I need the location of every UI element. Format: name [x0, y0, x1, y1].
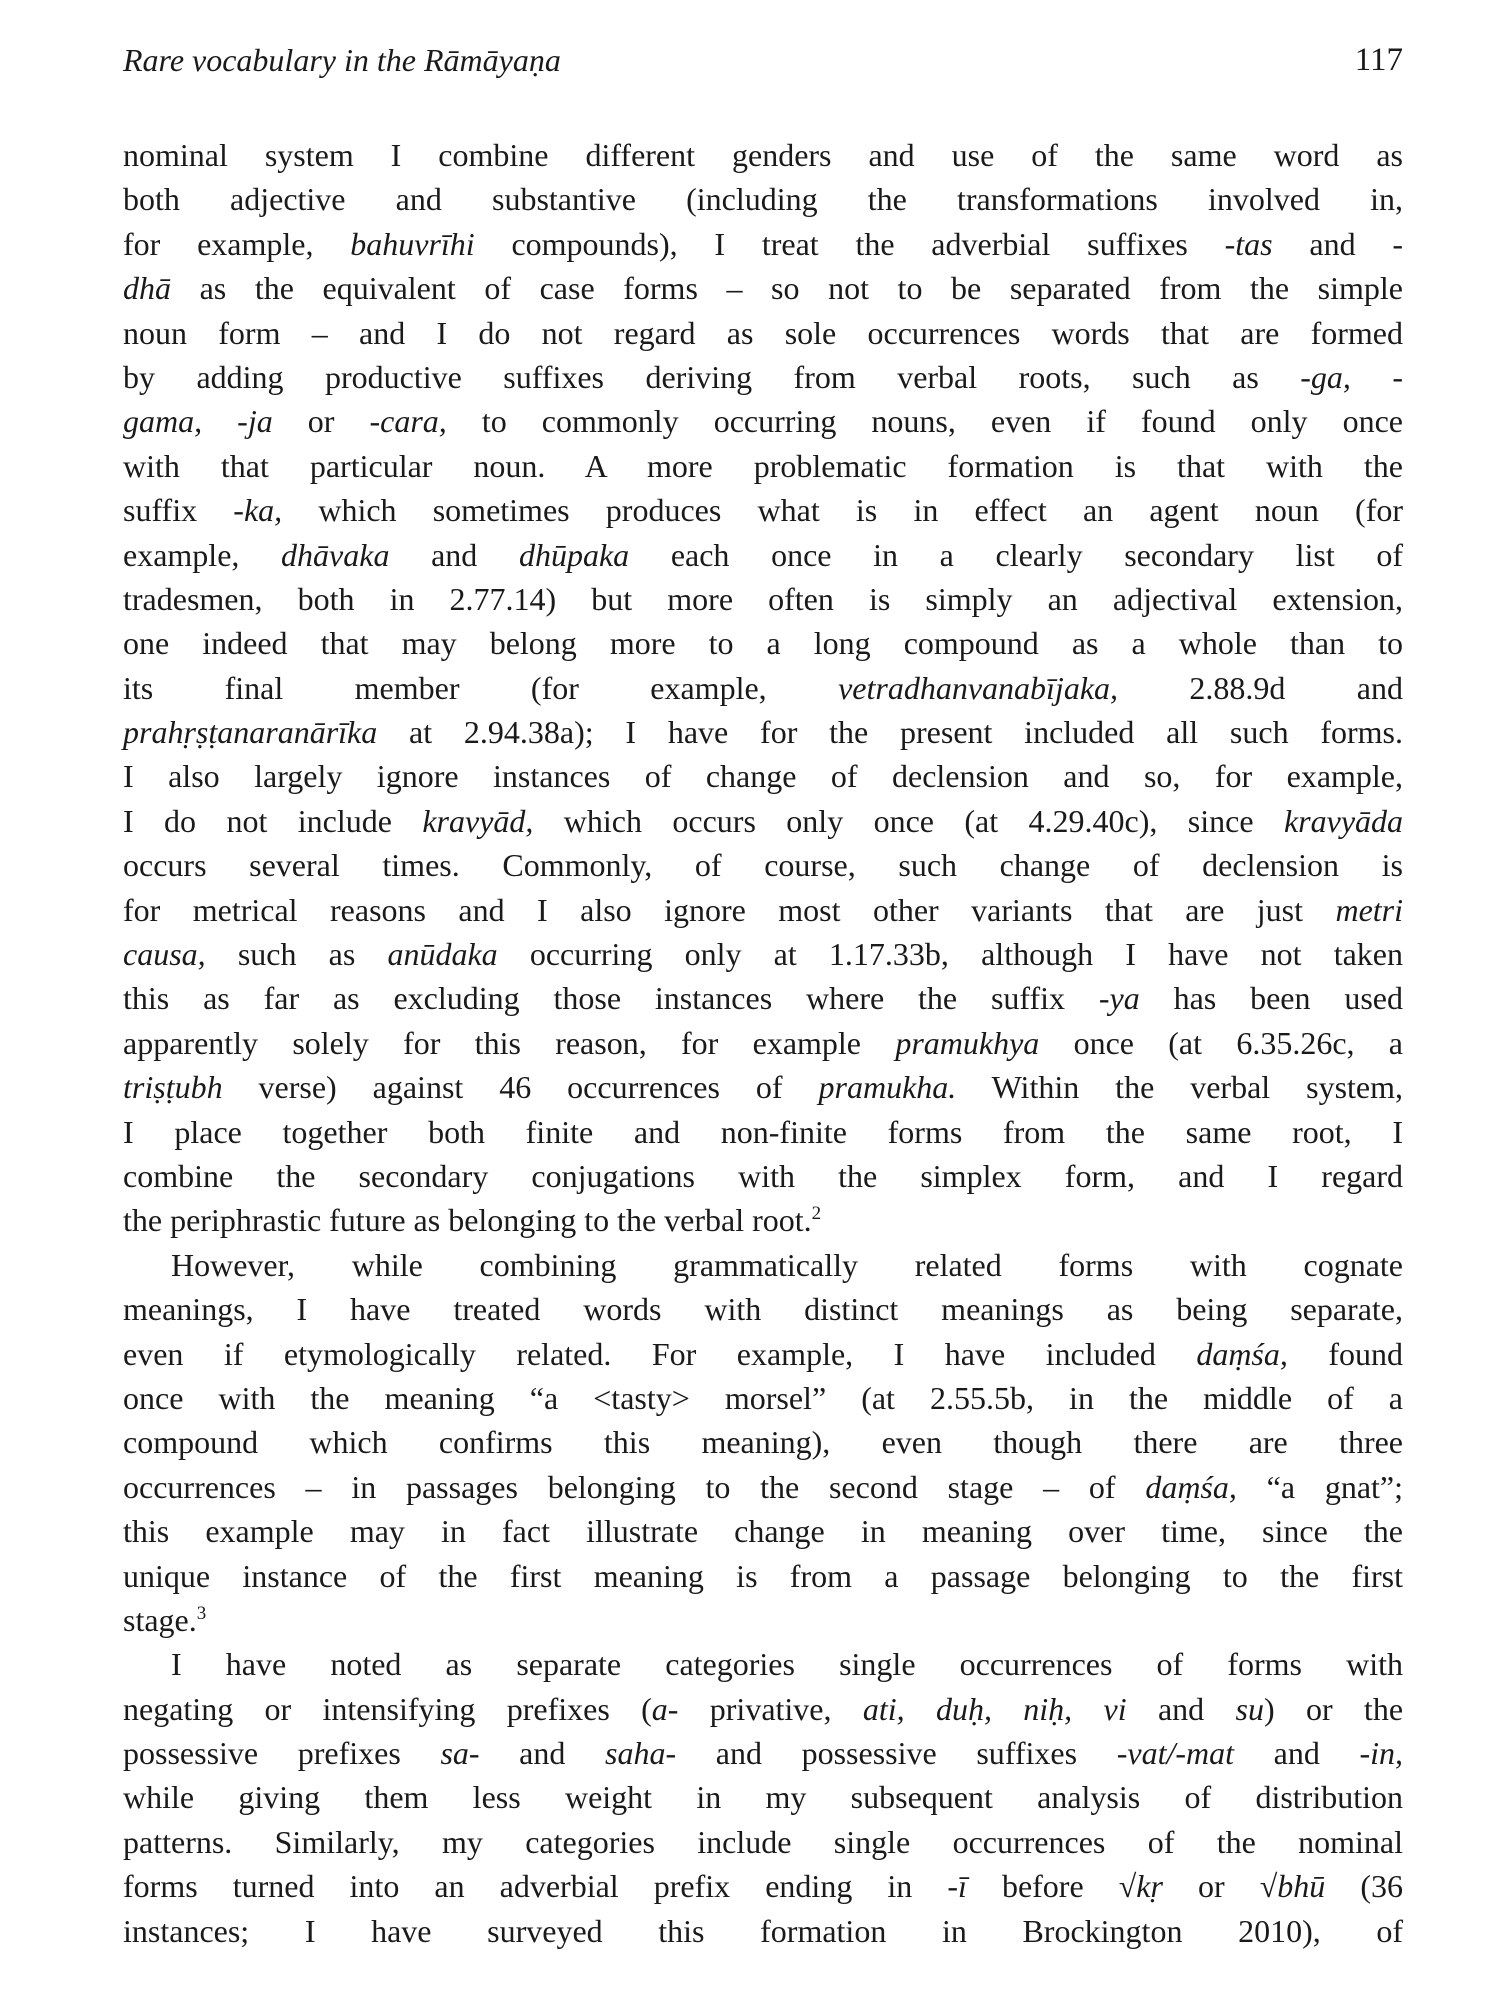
- text-line: [123, 1598, 1403, 1642]
- text-run: one indeed that may belong more to a long compound as a whole than to: [123, 625, 1403, 662]
- text-run: forms turned into an adverbial prefix ending in: [123, 1868, 948, 1905]
- text-line: [123, 1021, 1403, 1065]
- text-line: [123, 133, 1403, 177]
- text-line: [123, 1110, 1403, 1154]
- text-line: [123, 311, 1403, 355]
- text-run: has been used: [1139, 980, 1404, 1017]
- text-run: which sometimes produces what is in effect an agent noun (for: [282, 492, 1404, 529]
- italic-term: gama, -ja: [123, 403, 273, 440]
- text-run: compound which confirms this meaning), even though there are three: [123, 1424, 1403, 1461]
- running-head: Rare vocabulary in the Rāmāyaṇa: [123, 42, 561, 78]
- text-line: [123, 888, 1403, 932]
- text-run: once with the meaning “a <tasty> morsel” (at 2.55.5b, in the middle of a: [123, 1379, 1403, 1416]
- italic-term: kravyāda: [1283, 802, 1404, 839]
- text-line: [123, 355, 1403, 399]
- text-run: which occurs only once (at 4.29.40c), since: [533, 802, 1284, 839]
- footnote-marker: 3: [196, 1602, 207, 1624]
- italic-term: -ī: [947, 1868, 967, 1905]
- italic-term: -tas: [1224, 225, 1273, 262]
- italic-term: ati, duḥ, niḥ, vi: [862, 1690, 1127, 1727]
- text-line: [123, 1465, 1403, 1509]
- text-run: as the equivalent of case forms – so not to be separated from the simple: [171, 270, 1403, 307]
- text-line: [123, 843, 1403, 887]
- text-run: (36: [1325, 1868, 1403, 1905]
- text-line: [123, 1154, 1403, 1198]
- text-run: 2.88.9d and: [1118, 669, 1404, 706]
- text-run: both adjective and substantive (including the transformations involved in,: [123, 181, 1403, 218]
- text-run: noun form – and I do not regard as sole occurrences words that are formed: [123, 314, 1403, 351]
- text-run: I do not include: [123, 802, 423, 839]
- text-line: [123, 1554, 1403, 1598]
- text-run: the periphrastic future as belonging to the verbal root.: [123, 1202, 812, 1239]
- text-line: [123, 444, 1403, 488]
- italic-term: -cara,: [369, 403, 447, 440]
- text-run: such as: [205, 936, 388, 973]
- italic-term: -vat/-mat: [1116, 1735, 1234, 1772]
- text-line: [123, 577, 1403, 621]
- italic-term: bhū: [1277, 1868, 1326, 1905]
- text-line: [123, 1420, 1403, 1464]
- text-run: unique instance of the first meaning is from a passage belonging to the first: [123, 1557, 1403, 1594]
- text-run: suffix: [123, 492, 234, 529]
- text-run: instances; I have surveyed this formation in Brockington 2010), of: [123, 1912, 1403, 1949]
- text-line: [123, 266, 1403, 310]
- text-line: [123, 754, 1403, 798]
- text-run: for metrical reasons and I also ignore most other variants that are just: [123, 891, 1336, 928]
- text-run: this as far as excluding those instances where the suffix: [123, 980, 1099, 1017]
- text-run: and: [1126, 1690, 1236, 1727]
- italic-term: prahṛṣṭanaranārīka: [123, 714, 378, 751]
- text-run: to commonly occurring nouns, even if found only once: [446, 403, 1404, 440]
- text-run: combine the secondary conjugations with the simplex form, and I regard: [123, 1157, 1403, 1194]
- text-line: [123, 177, 1403, 221]
- italic-term: causa,: [123, 936, 206, 973]
- text-run: meanings, I have treated words with distinct meanings as being separate,: [123, 1291, 1403, 1328]
- text-line: [123, 1909, 1403, 1953]
- text-run: at 2.94.38a); I have for the present included all such forms.: [377, 714, 1403, 751]
- italic-term: triṣṭubh: [123, 1069, 223, 1106]
- text-line: [123, 1642, 1403, 1686]
- italic-term: vetradhanvanabījaka,: [838, 669, 1119, 706]
- page-number: 117: [1354, 42, 1403, 78]
- italic-term: metri: [1335, 891, 1403, 928]
- text-line: [123, 976, 1403, 1020]
- text-run: even if etymologically related. For example, I have included: [123, 1335, 1197, 1372]
- italic-term: anūdaka: [387, 936, 498, 973]
- italic-term: pramukhya: [895, 1024, 1040, 1061]
- text-run: privative,: [678, 1690, 863, 1727]
- italic-term: kravyād,: [422, 802, 534, 839]
- text-run: -: [1350, 358, 1404, 395]
- text-line: [123, 710, 1403, 754]
- text-run: possessive prefixes: [123, 1735, 441, 1772]
- italic-term: dhūpaka: [518, 536, 630, 573]
- text-run: by adding productive suffixes deriving from verbal roots, such as: [123, 358, 1301, 395]
- text-run: Within the verbal system,: [956, 1069, 1403, 1106]
- text-run: I place together both finite and non-finite forms from the same root, I: [123, 1113, 1403, 1150]
- footnote-marker: 2: [811, 1203, 822, 1225]
- text-run: while giving them less weight in my subsequent analysis of distribution: [123, 1779, 1403, 1816]
- text-line: [123, 1332, 1403, 1376]
- text-line: [123, 488, 1403, 532]
- text-run: once (at 6.35.26c, a: [1039, 1024, 1404, 1061]
- italic-term: -ka,: [233, 492, 283, 529]
- text-run: example,: [123, 536, 282, 573]
- text-line: [123, 1775, 1403, 1819]
- text-run: for example,: [123, 225, 351, 262]
- text-line: [123, 1065, 1403, 1109]
- italic-term: -ga,: [1300, 358, 1351, 395]
- text-run: occurrences – in passages belonging to the second stage – of: [123, 1468, 1146, 1505]
- text-run: occurs several times. Commonly, of course, such change of declension is: [123, 847, 1403, 884]
- text-run: nominal system I combine different genders and use of the same word as: [123, 137, 1403, 173]
- italic-term: daṃśa,: [1196, 1335, 1288, 1372]
- italic-term: sa-: [440, 1735, 480, 1772]
- italic-term: daṃśa,: [1145, 1468, 1237, 1505]
- text-run: or: [272, 403, 370, 440]
- italic-term: -ya: [1098, 980, 1140, 1017]
- text-run: and -: [1272, 225, 1403, 262]
- text-run: and possessive suffixes: [676, 1735, 1117, 1772]
- text-line: [123, 666, 1403, 710]
- text-run: tradesmen, both in 2.77.14) but more often is simply an adjectival extension,: [123, 580, 1403, 617]
- text-line: [123, 799, 1403, 843]
- italic-term: dhāvaka: [281, 536, 390, 573]
- text-run: patterns. Similarly, my categories include single occurrences of the nominal: [123, 1823, 1403, 1860]
- text-run: with that particular noun. A more problematic formation is that with the: [123, 447, 1403, 484]
- text-run: ) or the: [1263, 1690, 1404, 1727]
- text-run: and: [389, 536, 519, 573]
- italic-term: saha-: [605, 1735, 677, 1772]
- text-run: and: [1234, 1735, 1360, 1772]
- text-line: [123, 1731, 1403, 1775]
- text-line: [123, 1376, 1403, 1420]
- italic-term: a-: [651, 1690, 679, 1727]
- text-line: [123, 1687, 1403, 1731]
- text-run: stage.: [123, 1601, 197, 1638]
- text-run: However, while combining grammatically related forms with cognate: [171, 1246, 1403, 1283]
- text-run: each once in a clearly secondary list of: [629, 536, 1404, 573]
- italic-term: kṛ: [1136, 1868, 1163, 1905]
- text-run: apparently solely for this reason, for example: [123, 1024, 896, 1061]
- text-run: occurring only at 1.17.33b, although I have not taken: [497, 936, 1403, 973]
- italic-term: pramukha.: [818, 1069, 957, 1106]
- text-run: its final member (for example,: [123, 669, 839, 706]
- text-line: [123, 533, 1403, 577]
- text-line: [123, 222, 1403, 266]
- body-text: [123, 133, 1403, 1953]
- text-line: [123, 621, 1403, 665]
- text-line: [123, 1509, 1403, 1553]
- italic-term: su: [1235, 1690, 1264, 1727]
- text-run: this example may in fact illustrate change in meaning over time, since the: [123, 1513, 1403, 1550]
- text-line: [123, 1198, 1403, 1242]
- italic-term: bahuvrīhi: [350, 225, 475, 262]
- text-run: and: [479, 1735, 606, 1772]
- text-run: “a gnat”;: [1236, 1468, 1404, 1505]
- text-line: [123, 399, 1403, 443]
- text-line: [123, 932, 1403, 976]
- text-line: [123, 1243, 1403, 1287]
- text-line: [123, 1820, 1403, 1864]
- text-run: verse) against 46 occurrences of: [222, 1069, 819, 1106]
- text-run: compounds), I treat the adverbial suffixes: [474, 225, 1225, 262]
- italic-term: -in,: [1359, 1735, 1404, 1772]
- text-run: I also largely ignore instances of change of declension and so, for example,: [123, 758, 1403, 795]
- text-run: before √: [966, 1868, 1137, 1905]
- text-run: I have noted as separate categories single occurrences of forms with: [171, 1646, 1403, 1683]
- text-line: [123, 1287, 1403, 1331]
- text-run: negating or intensifying prefixes (: [123, 1690, 652, 1727]
- text-line: [123, 1864, 1403, 1908]
- italic-term: dhā: [123, 270, 171, 307]
- text-run: found: [1287, 1335, 1404, 1372]
- text-run: or √: [1162, 1868, 1278, 1905]
